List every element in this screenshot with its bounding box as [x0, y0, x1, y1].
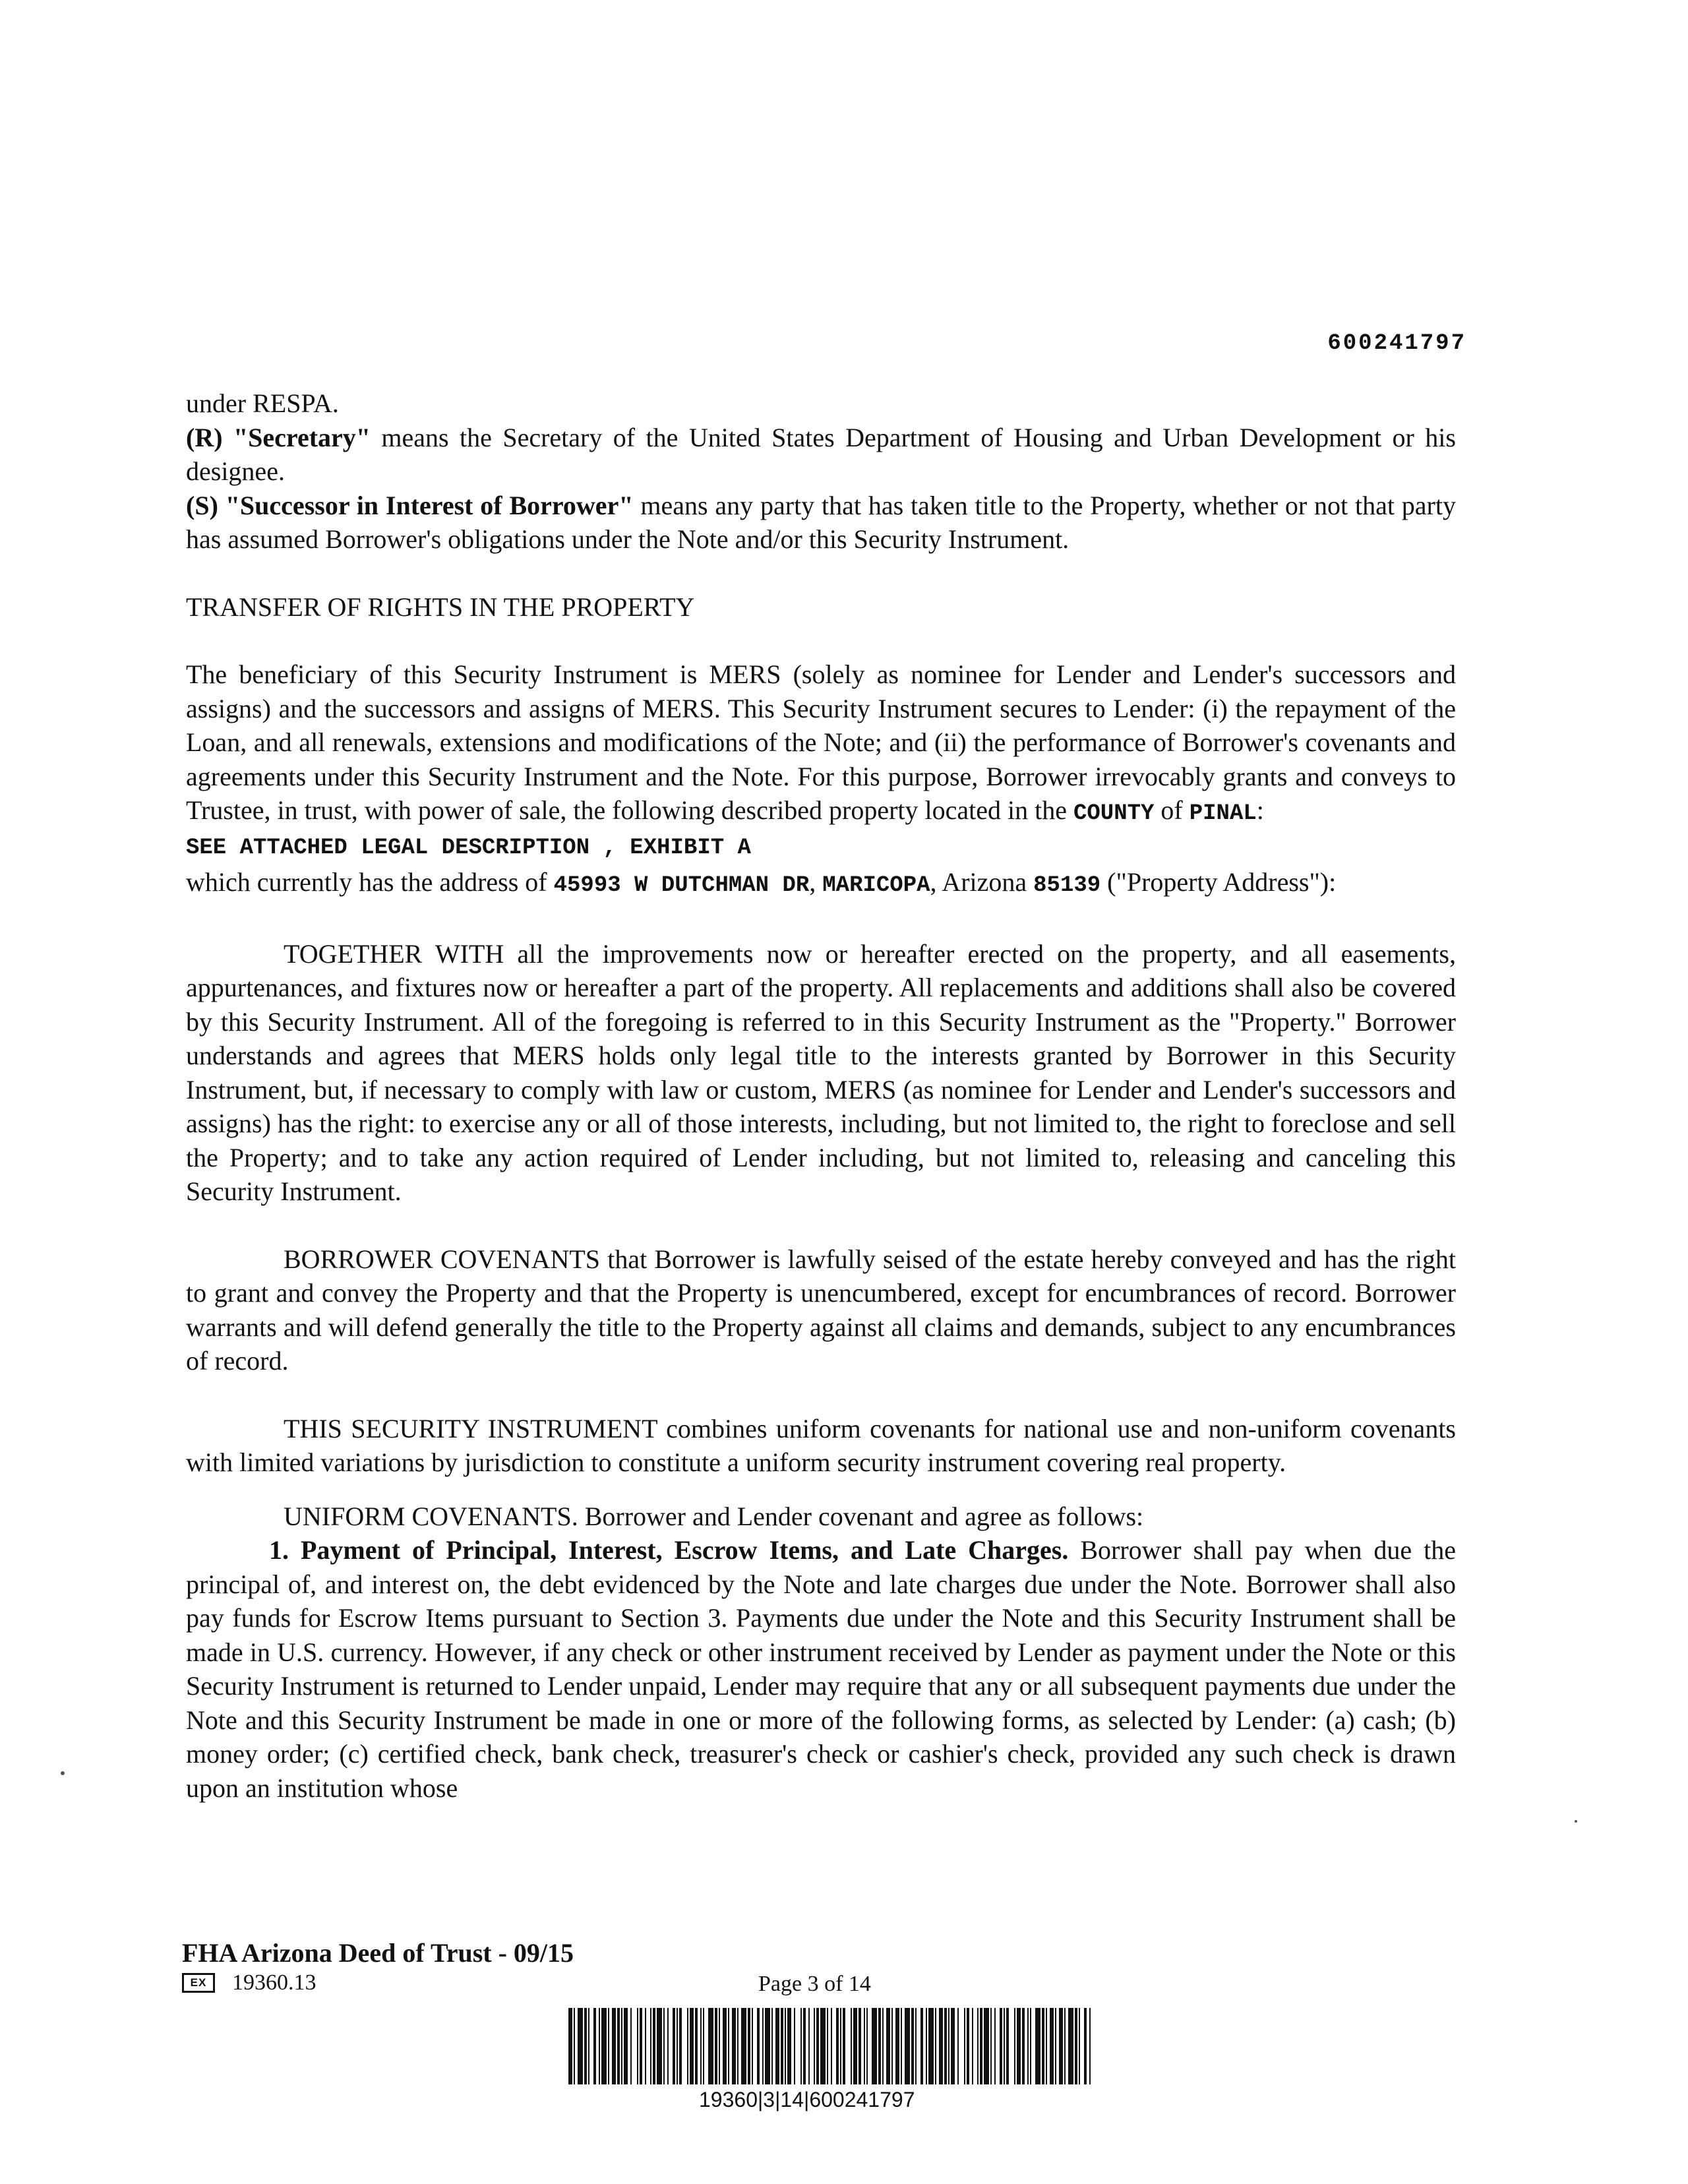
document-body — [186, 386, 1456, 1805]
address-suffix: ("Property Address"): — [1100, 867, 1337, 897]
barcode-bar — [1030, 2008, 1031, 2084]
property-address — [186, 865, 1456, 903]
barcode-bar — [687, 2008, 688, 2084]
barcode-caption: 19360|3|14|600241797 — [699, 2088, 915, 2111]
barcode-bar — [663, 2008, 665, 2084]
barcode-bar — [820, 2008, 826, 2084]
barcode-bar — [926, 2008, 927, 2084]
barcode-bar — [1014, 2008, 1015, 2084]
barcode-bar — [741, 2008, 746, 2084]
barcode-bar — [853, 2008, 857, 2084]
legal-description: SEE ATTACHED LEGAL DESCRIPTION , EXHIBIT A — [186, 835, 751, 861]
barcode-bar — [1027, 2008, 1029, 2084]
barcode-bar — [911, 2008, 914, 2084]
barcode-bar — [630, 2008, 632, 2084]
barcode-bar — [1022, 2008, 1025, 2084]
address-comma: , — [809, 867, 823, 897]
barcode-bar — [901, 2008, 902, 2084]
transfer-paragraph — [186, 657, 1456, 832]
barcode-bar — [703, 2008, 704, 2084]
barcode-bar — [886, 2008, 890, 2084]
barcode-bar — [882, 2008, 884, 2084]
barcode-bar — [951, 2008, 955, 2084]
definition-r-text: means the Secretary of the United States Department of Housing and Urban Development or his designee. — [186, 422, 1456, 486]
barcode-bar — [775, 2008, 779, 2084]
barcode-bar — [645, 2008, 646, 2084]
barcode-bar — [840, 2008, 841, 2084]
loan-number: 600241797 — [1327, 331, 1466, 356]
barcode-bar — [1046, 2008, 1047, 2084]
barcode-bar — [827, 2008, 828, 2084]
barcode-bar — [990, 2008, 992, 2084]
barcode-bar — [1055, 2008, 1056, 2084]
barcode-bar — [624, 2008, 628, 2084]
barcode-bar — [732, 2008, 736, 2084]
barcode-bar — [737, 2008, 738, 2084]
barcode-bar — [723, 2008, 727, 2084]
barcode-bar — [1059, 2008, 1063, 2084]
barcode-bar — [657, 2008, 662, 2084]
barcode-bar — [800, 2008, 802, 2084]
barcode-bar — [1050, 2008, 1054, 2084]
scan-speck — [1575, 1820, 1577, 1823]
barcode-bar — [748, 2008, 750, 2084]
definition-r-label: (R) "Secretary" — [186, 422, 371, 452]
barcode-bar — [895, 2008, 899, 2084]
barcode-bar — [964, 2008, 965, 2084]
barcode-bar — [787, 2008, 791, 2084]
barcode-bar — [708, 2008, 713, 2084]
barcode-bar — [1042, 2008, 1044, 2084]
barcode-bar — [677, 2008, 678, 2084]
barcode-bar — [650, 2008, 651, 2084]
barcode-bar — [1017, 2008, 1021, 2084]
respa-continuation — [186, 386, 1456, 421]
barcode-bar — [640, 2008, 642, 2084]
barcode-bar — [843, 2008, 845, 2084]
definition-s-label: (S) "Successor in Interest of Borrower" — [186, 490, 634, 520]
barcode-bar — [673, 2008, 675, 2084]
barcode-image — [568, 2008, 1091, 2084]
barcode-bar — [935, 2008, 936, 2084]
barcode-bar — [695, 2008, 698, 2084]
barcode-bar — [851, 2008, 852, 2084]
county-colon: : — [1256, 795, 1264, 825]
definition-s-text: means any party that has taken title to the Property, whether or not that party has assumed Borrower's obligations under the Note and/or this Security Instrument. — [186, 490, 1456, 554]
barcode-bar — [872, 2008, 877, 2084]
barcode-bar — [972, 2008, 973, 2084]
barcode-bar — [612, 2008, 616, 2084]
address-prefix: which currently has the address of — [186, 867, 554, 897]
barcode-bar — [1084, 2008, 1087, 2084]
section-1-text: Borrower shall pay when due the principal of, and interest on, the debt evidenced by the Note and late charges due under the Note. Borrower shall also pay funds for Escrow Items pursuant to Section 3. Payments due under the Note and this Security Instrument shall be made in U.S. currency. However, if any check or other instrument received by Lender as payment under the Note or this Security Instrument is returned to Lender unpaid, Lender may require that any or all subsequent payments due under the Note and this Security Instrument be made in one or more of the following forms, as selected by Lender: (a) cash; (b) money order; (c) certified check, bank check, treasurer's check or cashier's check, provided any such check is drawn upon an institution whose — [186, 1535, 1456, 1803]
form-title: FHA Arizona Deed of Trust - 09/15 — [182, 1938, 574, 1968]
barcode-bar — [816, 2008, 819, 2084]
barcode-bar — [771, 2008, 773, 2084]
barcode-bar — [653, 2008, 655, 2084]
ellie-mae-ex-icon: EX — [182, 1973, 215, 1993]
barcode-bar — [803, 2008, 806, 2084]
barcode-bar — [765, 2008, 770, 2084]
barcode-bar — [808, 2008, 810, 2084]
form-id — [182, 1970, 316, 1995]
barcode-bar — [928, 2008, 934, 2084]
barcode-bar — [785, 2008, 786, 2084]
barcode-bar — [588, 2008, 589, 2084]
definition-r — [186, 421, 1456, 489]
section-1-title: 1. Payment of Principal, Interest, Escrow Items, and Late Charges. — [269, 1535, 1069, 1565]
barcode-bar — [601, 2008, 607, 2084]
address-street: 45993 W DUTCHMAN DR — [553, 873, 810, 898]
barcode-bar — [864, 2008, 865, 2084]
barcode-bar — [679, 2008, 682, 2084]
barcode-bar — [568, 2008, 572, 2084]
barcode-bar — [814, 2008, 815, 2084]
scan-speck — [61, 1771, 65, 1775]
barcode-bar — [831, 2008, 832, 2084]
barcode-bar — [994, 2008, 996, 2084]
barcode-bar — [980, 2008, 982, 2084]
barcode-bar — [781, 2008, 783, 2084]
barcode-bar — [757, 2008, 760, 2084]
barcode-bar — [984, 2008, 989, 2084]
uniform-covenants-line: UNIFORM COVENANTS. Borrower and Lender covenant and agree as follows: — [284, 1501, 1144, 1531]
barcode-bar — [728, 2008, 729, 2084]
barcode-bar — [1089, 2008, 1091, 2084]
barcode-bar — [957, 2008, 959, 2084]
address-city: MARICOPA — [822, 873, 930, 898]
barcode-bar — [637, 2008, 638, 2084]
barcode-bar — [752, 2008, 753, 2084]
page-number: Page 3 of 14 — [758, 1972, 871, 1996]
barcode-bar — [794, 2008, 795, 2084]
county-name: PINAL — [1189, 801, 1257, 826]
barcode-bar — [1068, 2008, 1073, 2084]
barcode-bar — [715, 2008, 717, 2084]
barcode-bar — [1079, 2008, 1080, 2084]
barcode-bar — [1006, 2008, 1009, 2084]
barcode-bar — [690, 2008, 694, 2084]
barcode-bar — [939, 2008, 943, 2084]
barcode-bar — [878, 2008, 881, 2084]
together-with-paragraph: TOGETHER WITH all the improvements now or hereafter erected on the property, and all easements, appurtenances, and fixtures now or hereafter a part of the property. All replacements and additions shall also be covered by this Security Instrument. All of the foregoing is referred to in this Security Instrument as the "Property." Borrower understands and agrees that MERS holds only legal title to the interests granted by Borrower in this Security Instrument, but, if necessary to comply with law or custom, MERS (as nominee for Lender and Lender's successors and assigns) has the right: to exercise any or all of those interests, including, but not limited to, the right to foreclose and sell the Property; and to take any action required of Lender including, but not limited to, releasing and canceling this Security Instrument. — [186, 938, 1456, 1206]
form-number: 19360.13 — [232, 1970, 316, 1995]
county-word: COUNTY — [1073, 801, 1155, 826]
of-word: of — [1154, 795, 1190, 825]
barcode-bar — [1004, 2008, 1005, 2084]
barcode-bar — [836, 2008, 839, 2084]
barcode-bar — [905, 2008, 910, 2084]
barcode-bar — [1035, 2008, 1040, 2084]
definition-s — [186, 489, 1456, 557]
barcode-bar — [920, 2008, 923, 2084]
section-1-paragraph — [186, 1533, 1456, 1805]
barcode-bar — [719, 2008, 720, 2084]
borrower-covenants-paragraph: BORROWER COVENANTS that Borrower is lawfully seised of the estate hereby conveyed and has the right to grant and convey the Property and that the Property is unencumbered, except for encumbrances of record. Borrower warrants and will defend generally the title to the Property against all claims and demands, subject to any encumbrances of record. — [186, 1244, 1456, 1376]
barcode-bar — [599, 2008, 600, 2084]
barcode-bar — [1064, 2008, 1066, 2084]
barcode-bar — [891, 2008, 893, 2084]
barcode-bar — [944, 2008, 947, 2084]
barcode-bar — [866, 2008, 868, 2084]
respa-text: under RESPA. — [186, 388, 339, 418]
barcode-bar — [700, 2008, 702, 2084]
barcode-bar — [859, 2008, 861, 2084]
barcode-bar — [574, 2008, 575, 2084]
barcode-bar — [1000, 2008, 1002, 2084]
barcode-bar — [617, 2008, 620, 2084]
security-instrument-paragraph: THIS SECURITY INSTRUMENT combines uniform covenants for national use and non-uniform covenants with limited variations by jurisdiction to constitute a uniform security instrument covering real property. — [186, 1413, 1456, 1477]
transfer-heading: TRANSFER OF RIGHTS IN THE PROPERTY — [186, 592, 695, 622]
barcode-bar — [915, 2008, 917, 2084]
barcode-bar — [621, 2008, 622, 2084]
barcode-bar — [762, 2008, 764, 2084]
transfer-text: The beneficiary of this Security Instrument is MERS (solely as nominee for Lender and Lender's successors and assigns) and the successors and assigns of MERS. This Security Instrument secures to Lender: (i) the repayment of the Loan, and all renewals, extensions and modifications of the Note; and (ii) the performance of Borrower's covenants and agreements under this Security Instrument and the Note. For this purpose, Borrower irrevocably grants and conveys to Trustee, in trust, with power of sale, the following described property located in the — [186, 659, 1456, 825]
barcode-bar — [977, 2008, 979, 2084]
barcode-bar — [1075, 2008, 1077, 2084]
barcode-bar — [608, 2008, 609, 2084]
barcode-bar — [584, 2008, 587, 2084]
barcode-bar — [667, 2008, 669, 2084]
barcode-bar — [578, 2008, 583, 2084]
barcode-bar — [948, 2008, 950, 2084]
barcode-bar — [967, 2008, 969, 2084]
barcode-bar — [593, 2008, 596, 2084]
address-state: , Arizona — [930, 867, 1034, 897]
address-zip: 85139 — [1033, 873, 1101, 898]
